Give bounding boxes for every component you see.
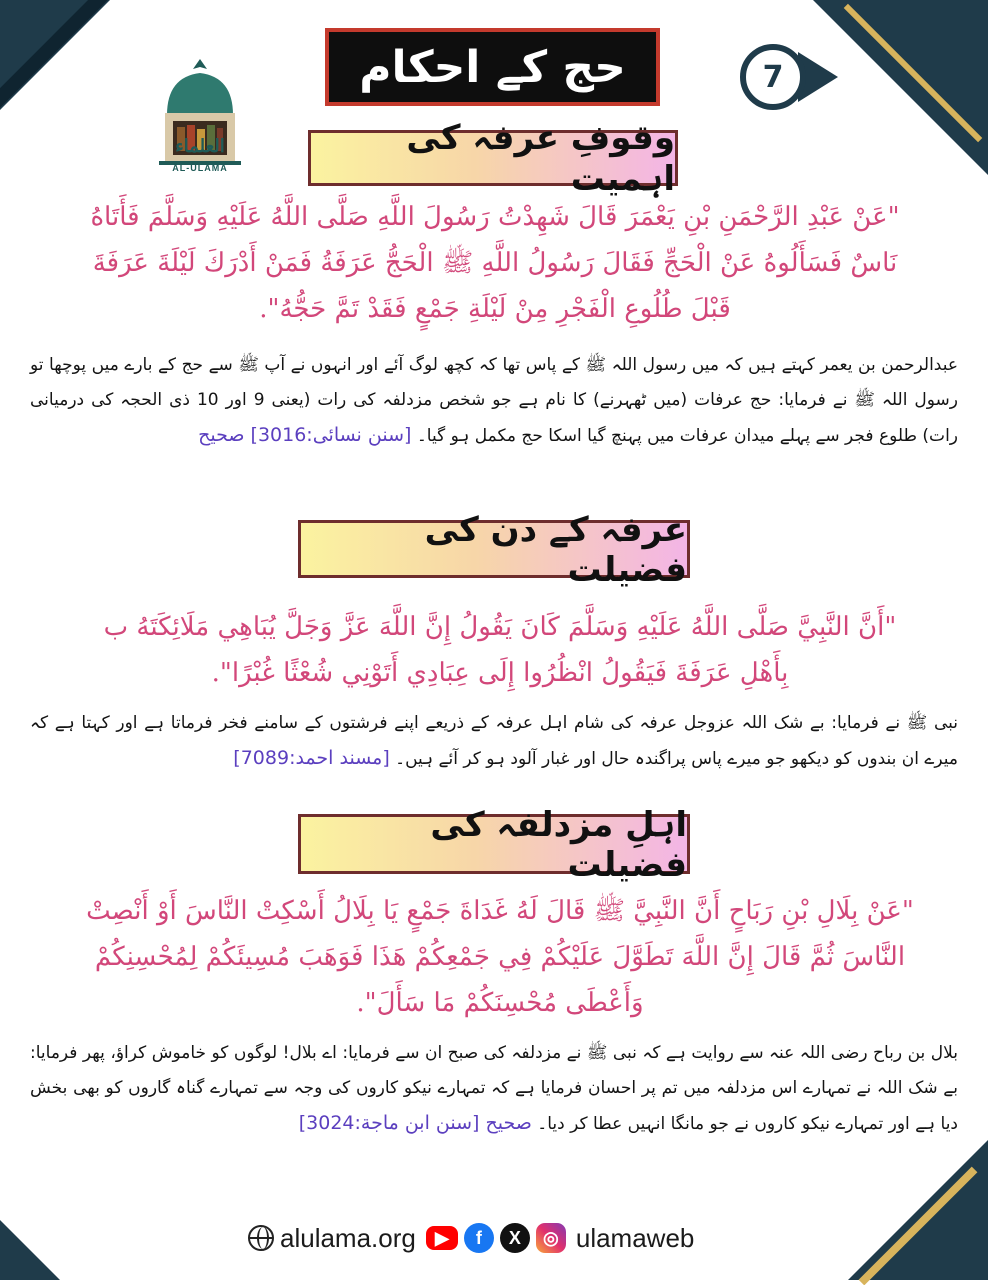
arabic-hadith-3: "عَنْ بِلَالِ بْنِ رَبَاحٍ أَنَّ النَّبِيَّ ﷺ قَالَ لَهُ غَدَاةَ جَمْعٍ يَا بِلَالُ أَسْكِتْ النَّاسَ أَوْ أَنْصِتْ النَّاسَ ثُمَّ قَالَ إِنَّ اللَّهَ تَطَوَّلَ عَلَيْكُمْ فِي جَمْعِكُمْ هَذَا فَوَهَبَ مُسِيئَكُمْ لِمُحْسِنِكُمْ وَأَعْطَى مُحْسِنَكُمْ مَا سَأَلَ". bbox=[86, 896, 914, 1018]
hadith-reference-1: [سنن نسائی:3016] صحیح bbox=[198, 424, 412, 446]
section-heading-2: عرفہ کے دن کی فضیلت bbox=[298, 520, 690, 578]
section-heading-3: اہلِ مزدلفہ کی فضیلت bbox=[298, 814, 690, 874]
x-icon[interactable]: X bbox=[500, 1223, 530, 1253]
corner-decoration-top-right bbox=[813, 0, 988, 175]
social-handle[interactable]: ulamaweb bbox=[575, 1222, 695, 1253]
section-heading-1: وقوفِ عرفہ کی اہمیت bbox=[308, 130, 678, 186]
urdu-translation-2 bbox=[30, 706, 958, 777]
facebook-icon[interactable]: f bbox=[464, 1223, 494, 1253]
arabic-hadith-2: "أَنَّ النَّبِيَّ صَلَّى اللَّهُ عَلَيْهِ وَسَلَّمَ كَانَ يَقُولُ إِنَّ اللَّهَ عَزَّ وَجَلَّ يُبَاهِي مَلَائِكَتَهُ ب بِأَهْلِ عَرَفَةَ فَيَقُولُ انْظُرُوا إِلَى عِبَادِي أَتَوْنِي شُعْثًا غُبْرًا". bbox=[103, 612, 897, 688]
urdu-text-1: عبدالرحمن بن یعمر کہتے ہیں کہ میں رسول اللہ ﷺ کے پاس تھا کہ کچھ لوگ آئے اور انہوں نے آپ ﷺ سے حج کے بارے میں پوچھا تو رسول اللہ ﷺ نے فرمایا: حج عرفات (میں ٹھہرنے) کا نام ہے جو شخص مزدلفہ کی رات (یعنی 9 اور 10 ذی الحجہ کی درمیانی رات) طلوع فجر سے پہلے میدان عرفات میں پہنچ گیا اسکا حج مکمل ہو گیا۔ bbox=[30, 355, 958, 446]
urdu-translation-1 bbox=[30, 348, 958, 454]
logo-urdu-text: العلماء bbox=[175, 136, 225, 156]
corner-decoration-bottom-left bbox=[0, 1220, 60, 1280]
hadith-reference-3: صحیح [سنن ابن ماجة:3024] bbox=[298, 1112, 532, 1134]
hadith-reference-2: [مسند احمد:7089] bbox=[233, 747, 390, 769]
urdu-text-3: بلال بن رباح رضی اللہ عنہ سے روایت ہے کہ نبی ﷺ نے مزدلفہ کی صبح ان سے فرمایا: اے بلال! لوگوں کو خاموش کراؤ، پھر فرمایا: بے شک اللہ نے تمہارے اس مزدلفہ میں تم پر احسان فرمایا ہے کہ تمہارے نیکو کاروں کی وجہ سے تمہارے گناہ گاروں کو بھی بخش دیا ہے اور تمہارے نیکو کاروں نے جو مانگا انہیں عطا کر دیا۔ bbox=[30, 1043, 958, 1134]
instagram-icon[interactable]: ◎ bbox=[536, 1223, 566, 1253]
corner-decoration-top-left bbox=[0, 0, 110, 110]
urdu-text-2: نبی ﷺ نے فرمایا: بے شک اللہ عزوجل عرفہ کی شام اہل عرفہ کے ذریعے اپنے فرشتوں کے سامنے فخر فرماتا ہے اور کہتا ہے کہ میرے ان بندوں کو دیکھو جو میرے پاس پراگندہ حال اور غبار آلود ہو کر آئے ہیں۔ bbox=[30, 713, 958, 769]
youtube-icon[interactable]: ▶ bbox=[426, 1226, 458, 1250]
page-title: حج کے احکام bbox=[325, 28, 660, 106]
globe-icon bbox=[248, 1225, 274, 1251]
logo-caption: AL-ULAMA bbox=[172, 163, 228, 173]
corner-decoration-bottom-right bbox=[848, 1140, 988, 1280]
urdu-translation-3 bbox=[30, 1036, 958, 1142]
footer bbox=[248, 1220, 748, 1256]
website-link[interactable]: alulama.org bbox=[280, 1222, 416, 1253]
arabic-hadith-1: "عَنْ عَبْدِ الرَّحْمَنِ بْنِ يَعْمَرَ قَالَ شَهِدْتُ رَسُولَ اللَّهِ صَلَّى اللَّهُ عَلَيْهِ وَسَلَّمَ فَأَتَاهُ نَاسٌ فَسَأَلُوهُ عَنْ الْحَجِّ فَقَالَ رَسُولُ اللَّهِ ﷺ الْحَجُّ عَرَفَةُ فَمَنْ أَدْرَكَ لَيْلَةَ عَرَفَةَ قَبْلَ طُلُوعِ الْفَجْرِ مِنْ لَيْلَةِ جَمْعٍ فَقَدْ تَمَّ حَجُّهُ". bbox=[90, 202, 900, 324]
page-number-badge: 7 bbox=[740, 44, 806, 110]
